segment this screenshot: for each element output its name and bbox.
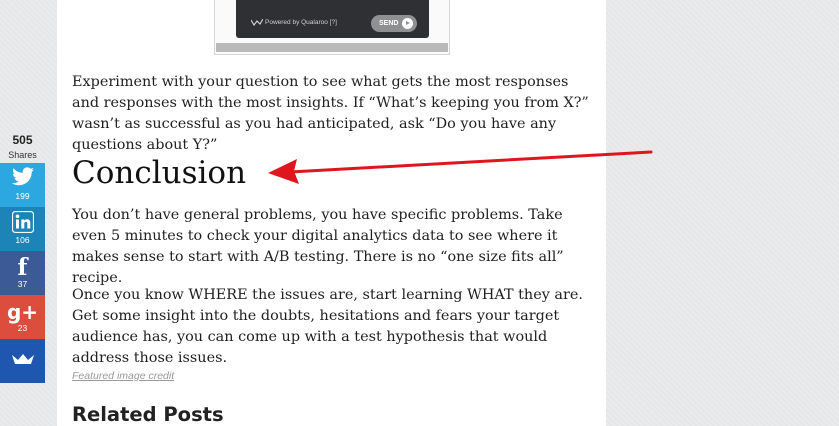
- qualaroo-logo-icon: [251, 19, 263, 26]
- powered-by-text: [251, 19, 337, 26]
- facebook-icon: f: [17, 254, 28, 281]
- embedded-survey-screenshot: [214, 0, 450, 55]
- share-sidebar: [0, 132, 45, 383]
- google-plus-share-count: 23: [17, 323, 28, 333]
- linkedin-icon: [0, 207, 45, 235]
- share-label: Shares: [8, 150, 37, 160]
- crown-more-icon: [0, 339, 45, 367]
- facebook-share-count: 37: [17, 279, 28, 289]
- share-more-button[interactable]: [0, 339, 45, 383]
- send-label: SEND: [379, 20, 399, 27]
- google-plus-icon: g+: [6, 300, 39, 324]
- survey-widget-footer: [236, 0, 429, 38]
- share-google-plus-button[interactable]: [0, 295, 45, 339]
- conclusion-heading: Conclusion: [72, 155, 247, 191]
- share-twitter-button[interactable]: [0, 163, 45, 207]
- twitter-bird-icon: [0, 163, 45, 191]
- intro-paragraph: Experiment with your question to see what gets the most responses and responses with the most insights. If “What’s keeping you from X?” wasn’t as successful as you had anticipated, ask “Do you have any questions about Y?”: [72, 74, 589, 153]
- share-linkedin-button[interactable]: [0, 207, 45, 251]
- featured-image-credit-link[interactable]: Featured image credit: [72, 370, 175, 382]
- related-posts-heading: Related Posts: [72, 403, 224, 426]
- embed-bottom-bar: [216, 43, 448, 52]
- share-total-count: 505: [12, 133, 33, 147]
- conclusion-paragraph-2: Once you know WHERE the issues are, start learning WHAT they are. Get some insight into the doubts, hesitations and fears your target audience has, you can come up with a test hypothesis that would address those issues.: [72, 287, 583, 366]
- powered-by-label: Powered by Qualaroo [?]: [265, 19, 337, 27]
- send-button: [371, 15, 417, 32]
- conclusion-paragraph-1: You don’t have general problems, you have specific problems. Take even 5 minutes to check your digital analytics data to see where it makes sense to start with A/B testing. There is no “one size fits all” recipe.: [72, 207, 564, 286]
- play-icon: [402, 18, 413, 29]
- share-facebook-button[interactable]: [0, 251, 45, 295]
- linkedin-share-count: 106: [15, 235, 30, 245]
- twitter-share-count: 199: [15, 191, 30, 201]
